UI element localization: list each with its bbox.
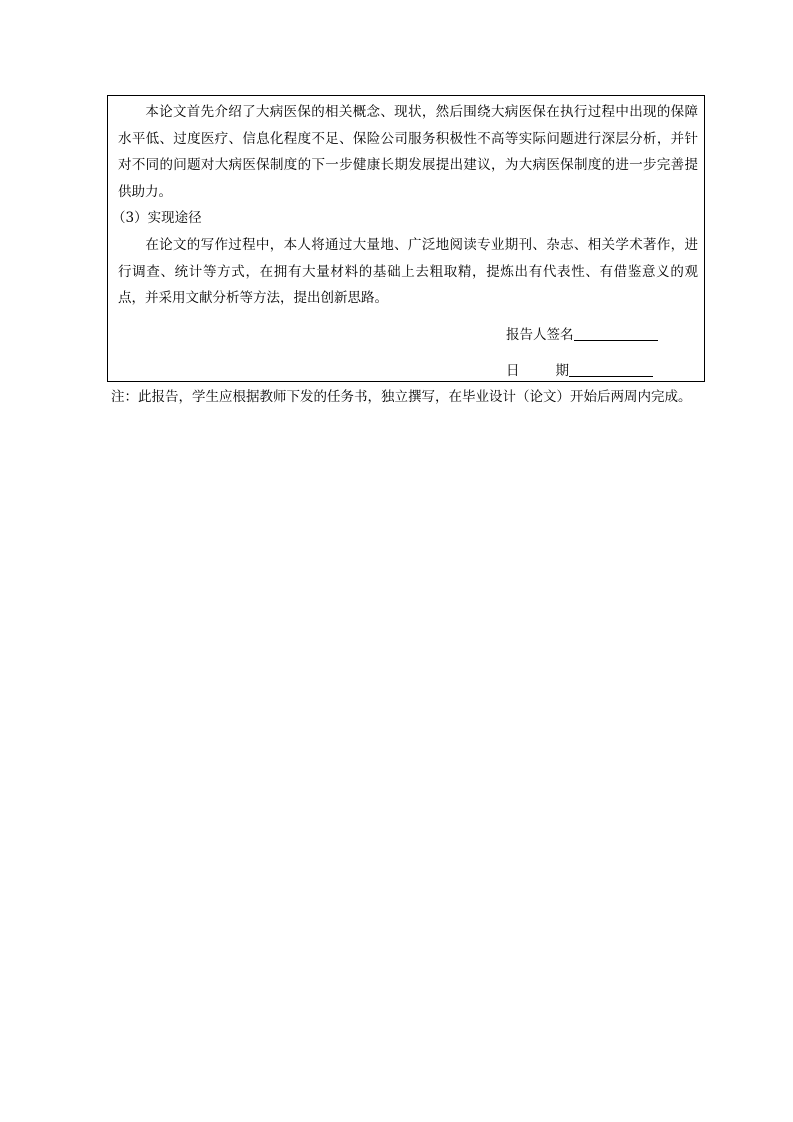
- implementation-paragraph: [118, 232, 698, 312]
- footnote: 注：此报告，学生应根据教师下发的任务书，独立撰写，在毕业设计（论文）开始后两周内完成。: [111, 389, 692, 405]
- date-label-char-1: 日: [506, 363, 520, 379]
- section-heading-implementation: （3）实现途径: [112, 210, 202, 226]
- summary-paragraph-text: 本论文首先介绍了大病医保的相关概念、现状，然后围绕大病医保在执行过程中出现的保障水平低、过度医疗、信息化程度不足、保险公司服务积极性不高等实际问题进行深层分析，并针对不同的问题对大病医保制度的下一步健康长期发展提出建议，为大病医保制度的进一步完善提供助力。: [118, 104, 698, 200]
- signature-blank-line: [574, 326, 658, 341]
- date-blank-line: [569, 362, 653, 377]
- report-table-cell: [107, 95, 705, 382]
- date-label-char-2: 期: [555, 363, 569, 379]
- summary-paragraph: [118, 99, 698, 205]
- implementation-paragraph-text: 在论文的写作过程中，本人将通过大量地、广泛地阅读专业期刊、杂志、相关学术著作，进行调查、统计等方式，在拥有大量材料的基础上去粗取精，提炼出有代表性、有借鉴意义的观点，并采用文献分析等方法，提出创新思路。: [118, 237, 698, 306]
- signature-label: 报告人签名: [506, 327, 574, 343]
- signature-row: [506, 325, 658, 345]
- date-row: [506, 361, 653, 381]
